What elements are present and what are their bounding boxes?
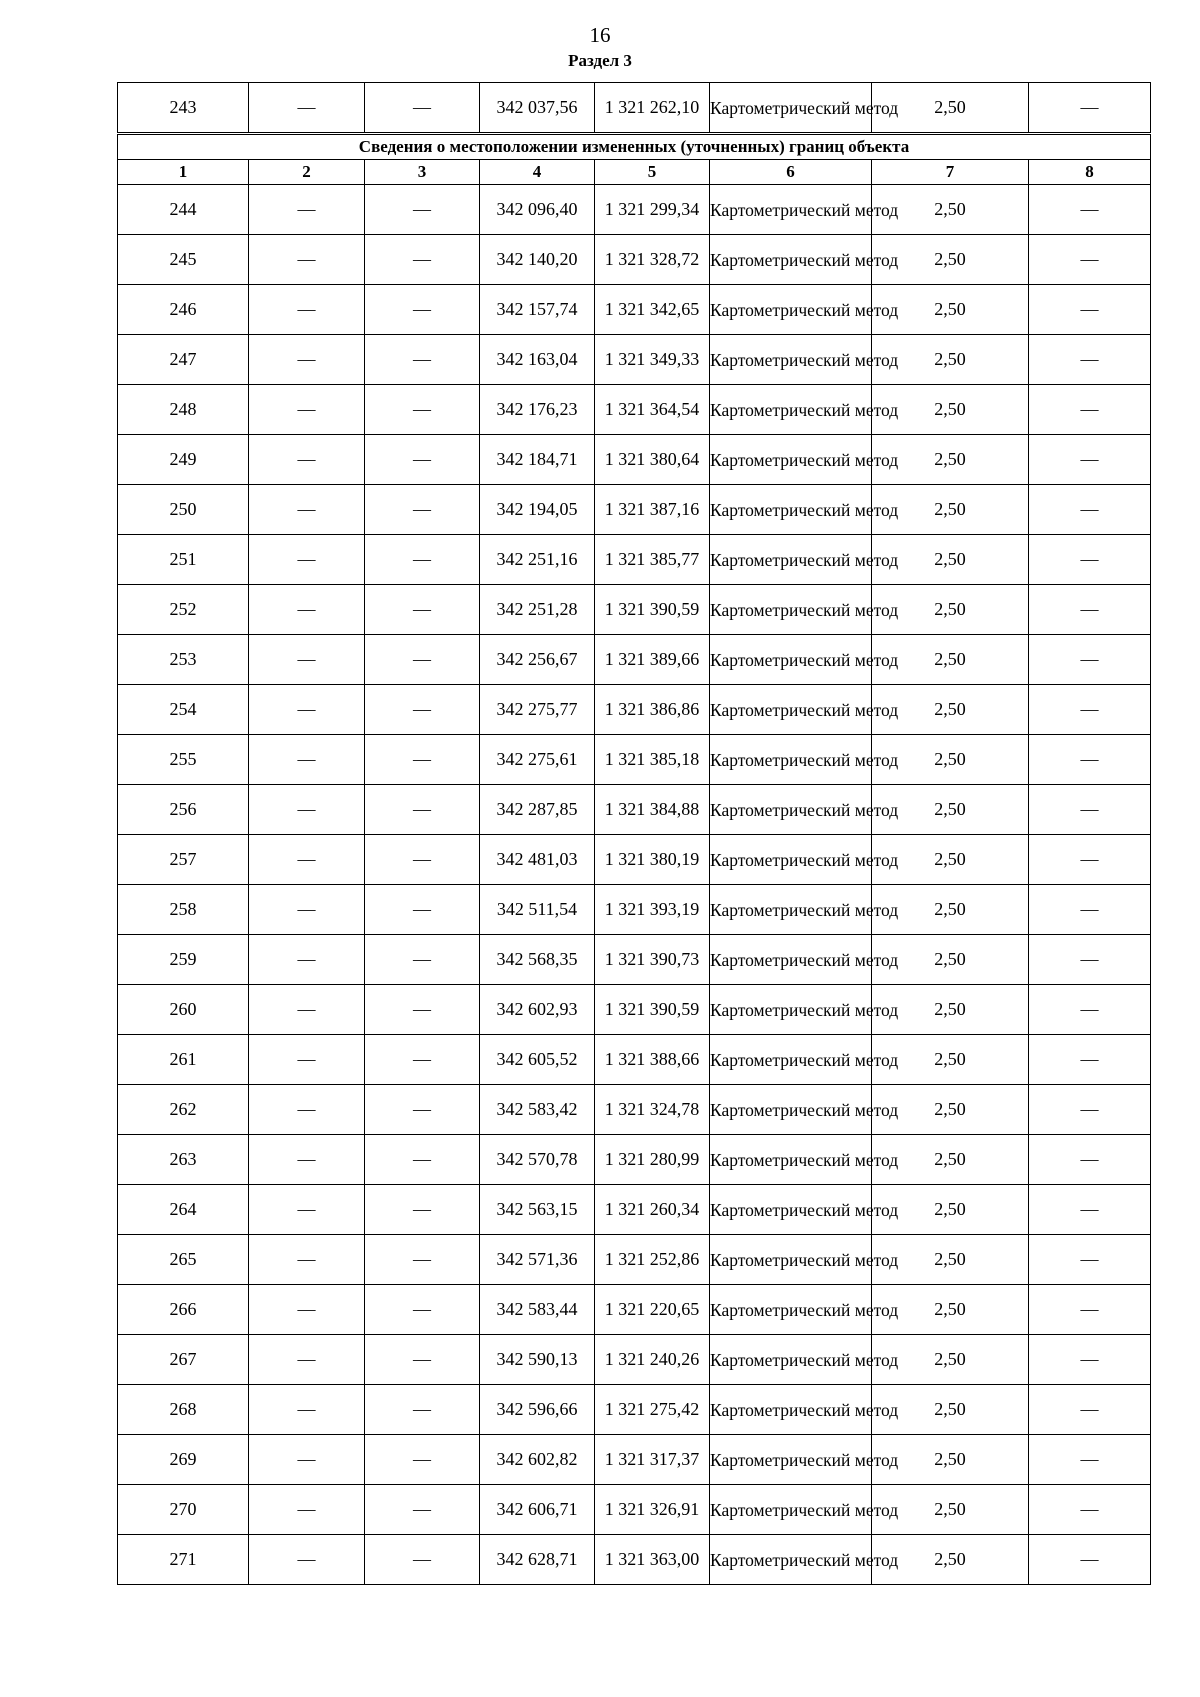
point-number-cell: 255 bbox=[118, 735, 249, 785]
y-coordinate-cell: 1 321 390,59 bbox=[595, 985, 710, 1035]
empty-cell: — bbox=[365, 1235, 480, 1285]
empty-cell: — bbox=[365, 1335, 480, 1385]
accuracy-cell: 2,50 bbox=[872, 485, 1029, 535]
empty-cell: — bbox=[249, 1135, 365, 1185]
empty-cell: — bbox=[249, 1185, 365, 1235]
empty-cell: — bbox=[365, 1135, 480, 1185]
x-coordinate-cell: 342 194,05 bbox=[480, 485, 595, 535]
x-coordinate-cell: 342 287,85 bbox=[480, 785, 595, 835]
method-cell: Картометрический метод bbox=[710, 1135, 872, 1185]
empty-cell: — bbox=[365, 385, 480, 435]
empty-cell: — bbox=[1029, 585, 1151, 635]
y-coordinate-cell: 1 321 385,18 bbox=[595, 735, 710, 785]
x-coordinate-cell: 342 596,66 bbox=[480, 1385, 595, 1435]
empty-cell: — bbox=[249, 485, 365, 535]
empty-cell: — bbox=[249, 685, 365, 735]
table-caption-row bbox=[118, 135, 1151, 160]
point-number-cell: 264 bbox=[118, 1185, 249, 1235]
section-title: Раздел 3 bbox=[568, 51, 632, 70]
empty-cell: — bbox=[365, 185, 480, 235]
x-coordinate-cell: 342 481,03 bbox=[480, 835, 595, 885]
method-cell: Картометрический метод bbox=[710, 985, 872, 1035]
empty-cell: — bbox=[365, 285, 480, 335]
empty-cell: — bbox=[365, 83, 480, 133]
column-number: 7 bbox=[872, 160, 1029, 185]
point-number-cell: 253 bbox=[118, 635, 249, 685]
empty-cell: — bbox=[365, 1535, 480, 1585]
empty-cell: — bbox=[365, 885, 480, 935]
column-number: 1 bbox=[118, 160, 249, 185]
empty-cell: — bbox=[1029, 1385, 1151, 1435]
table-row bbox=[118, 535, 1151, 585]
empty-cell: — bbox=[1029, 1535, 1151, 1585]
accuracy-cell: 2,50 bbox=[872, 385, 1029, 435]
table-row bbox=[118, 885, 1151, 935]
point-number-cell: 250 bbox=[118, 485, 249, 535]
empty-cell: — bbox=[365, 535, 480, 585]
method-cell: Картометрический метод bbox=[710, 935, 872, 985]
y-coordinate-cell: 1 321 299,34 bbox=[595, 185, 710, 235]
y-coordinate-cell: 1 321 385,77 bbox=[595, 535, 710, 585]
accuracy-cell: 2,50 bbox=[872, 685, 1029, 735]
point-number-cell: 256 bbox=[118, 785, 249, 835]
empty-cell: — bbox=[1029, 985, 1151, 1035]
empty-cell: — bbox=[365, 935, 480, 985]
accuracy-cell: 2,50 bbox=[872, 735, 1029, 785]
point-number-cell: 245 bbox=[118, 235, 249, 285]
accuracy-cell: 2,50 bbox=[872, 1185, 1029, 1235]
point-number-cell: 260 bbox=[118, 985, 249, 1035]
point-number-cell: 270 bbox=[118, 1485, 249, 1535]
point-number-cell: 257 bbox=[118, 835, 249, 885]
y-coordinate-cell: 1 321 220,65 bbox=[595, 1285, 710, 1335]
accuracy-cell: 2,50 bbox=[872, 185, 1029, 235]
x-coordinate-cell: 342 037,56 bbox=[480, 83, 595, 133]
x-coordinate-cell: 342 583,42 bbox=[480, 1085, 595, 1135]
x-coordinate-cell: 342 251,28 bbox=[480, 585, 595, 635]
method-cell: Картометрический метод bbox=[710, 485, 872, 535]
table-row bbox=[118, 1235, 1151, 1285]
point-number-cell: 258 bbox=[118, 885, 249, 935]
y-coordinate-cell: 1 321 363,00 bbox=[595, 1535, 710, 1585]
table-row bbox=[118, 285, 1151, 335]
y-coordinate-cell: 1 321 324,78 bbox=[595, 1085, 710, 1135]
boundary-coordinates-table bbox=[117, 82, 1151, 1585]
x-coordinate-cell: 342 563,15 bbox=[480, 1185, 595, 1235]
empty-cell: — bbox=[249, 635, 365, 685]
accuracy-cell: 2,50 bbox=[872, 285, 1029, 335]
column-number-row bbox=[118, 160, 1151, 185]
method-cell: Картометрический метод bbox=[710, 385, 872, 435]
y-coordinate-cell: 1 321 388,66 bbox=[595, 1035, 710, 1085]
y-coordinate-cell: 1 321 389,66 bbox=[595, 635, 710, 685]
method-cell: Картометрический метод bbox=[710, 1485, 872, 1535]
table-row bbox=[118, 585, 1151, 635]
empty-cell: — bbox=[249, 1385, 365, 1435]
empty-cell: — bbox=[1029, 1235, 1151, 1285]
y-coordinate-cell: 1 321 386,86 bbox=[595, 685, 710, 735]
method-cell: Картометрический метод bbox=[710, 735, 872, 785]
y-coordinate-cell: 1 321 384,88 bbox=[595, 785, 710, 835]
x-coordinate-cell: 342 256,67 bbox=[480, 635, 595, 685]
table-row bbox=[118, 635, 1151, 685]
y-coordinate-cell: 1 321 326,91 bbox=[595, 1485, 710, 1535]
column-number: 4 bbox=[480, 160, 595, 185]
empty-cell: — bbox=[249, 185, 365, 235]
table-row bbox=[118, 1485, 1151, 1535]
accuracy-cell: 2,50 bbox=[872, 785, 1029, 835]
y-coordinate-cell: 1 321 349,33 bbox=[595, 335, 710, 385]
empty-cell: — bbox=[365, 335, 480, 385]
point-number-cell: 271 bbox=[118, 1535, 249, 1585]
x-coordinate-cell: 342 251,16 bbox=[480, 535, 595, 585]
empty-cell: — bbox=[1029, 1485, 1151, 1535]
empty-cell: — bbox=[1029, 935, 1151, 985]
empty-cell: — bbox=[249, 83, 365, 133]
x-coordinate-cell: 342 140,20 bbox=[480, 235, 595, 285]
table-row bbox=[118, 385, 1151, 435]
method-cell: Картометрический метод bbox=[710, 1435, 872, 1485]
empty-cell: — bbox=[365, 1085, 480, 1135]
method-cell: Картометрический метод bbox=[710, 785, 872, 835]
method-cell: Картометрический метод bbox=[710, 1335, 872, 1385]
method-cell: Картометрический метод bbox=[710, 1285, 872, 1335]
accuracy-cell: 2,50 bbox=[872, 1385, 1029, 1435]
accuracy-cell: 2,50 bbox=[872, 235, 1029, 285]
empty-cell: — bbox=[1029, 1035, 1151, 1085]
x-coordinate-cell: 342 176,23 bbox=[480, 385, 595, 435]
x-coordinate-cell: 342 275,77 bbox=[480, 685, 595, 735]
empty-cell: — bbox=[249, 285, 365, 335]
x-coordinate-cell: 342 605,52 bbox=[480, 1035, 595, 1085]
empty-cell: — bbox=[249, 1085, 365, 1135]
accuracy-cell: 2,50 bbox=[872, 835, 1029, 885]
empty-cell: — bbox=[365, 1385, 480, 1435]
table-row bbox=[118, 685, 1151, 735]
point-number-cell: 246 bbox=[118, 285, 249, 335]
point-number-cell: 259 bbox=[118, 935, 249, 985]
point-number-cell: 261 bbox=[118, 1035, 249, 1085]
empty-cell: — bbox=[1029, 1185, 1151, 1235]
point-number-cell: 262 bbox=[118, 1085, 249, 1135]
x-coordinate-cell: 342 184,71 bbox=[480, 435, 595, 485]
accuracy-cell: 2,50 bbox=[872, 1035, 1029, 1085]
x-coordinate-cell: 342 583,44 bbox=[480, 1285, 595, 1335]
y-coordinate-cell: 1 321 317,37 bbox=[595, 1435, 710, 1485]
method-cell: Картометрический метод bbox=[710, 435, 872, 485]
empty-cell: — bbox=[1029, 285, 1151, 335]
accuracy-cell: 2,50 bbox=[872, 1285, 1029, 1335]
table-row bbox=[118, 935, 1151, 985]
table-row bbox=[118, 1035, 1151, 1085]
y-coordinate-cell: 1 321 390,73 bbox=[595, 935, 710, 985]
y-coordinate-cell: 1 321 275,42 bbox=[595, 1385, 710, 1435]
empty-cell: — bbox=[1029, 83, 1151, 133]
x-coordinate-cell: 342 163,04 bbox=[480, 335, 595, 385]
point-number-cell: 268 bbox=[118, 1385, 249, 1435]
empty-cell: — bbox=[365, 1485, 480, 1535]
empty-cell: — bbox=[1029, 835, 1151, 885]
x-coordinate-cell: 342 571,36 bbox=[480, 1235, 595, 1285]
table-row bbox=[118, 1285, 1151, 1335]
x-coordinate-cell: 342 628,71 bbox=[480, 1535, 595, 1585]
accuracy-cell: 2,50 bbox=[872, 1235, 1029, 1285]
empty-cell: — bbox=[1029, 1135, 1151, 1185]
method-cell: Картометрический метод bbox=[710, 635, 872, 685]
method-cell: Картометрический метод bbox=[710, 1535, 872, 1585]
empty-cell: — bbox=[249, 935, 365, 985]
x-coordinate-cell: 342 096,40 bbox=[480, 185, 595, 235]
accuracy-cell: 2,50 bbox=[872, 585, 1029, 635]
empty-cell: — bbox=[249, 1535, 365, 1585]
empty-cell: — bbox=[365, 635, 480, 685]
empty-cell: — bbox=[365, 685, 480, 735]
empty-cell: — bbox=[1029, 1285, 1151, 1335]
table-row bbox=[118, 435, 1151, 485]
x-coordinate-cell: 342 606,71 bbox=[480, 1485, 595, 1535]
method-cell: Картометрический метод bbox=[710, 685, 872, 735]
y-coordinate-cell: 1 321 342,65 bbox=[595, 285, 710, 335]
empty-cell: — bbox=[249, 1485, 365, 1535]
method-cell: Картометрический метод bbox=[710, 535, 872, 585]
empty-cell: — bbox=[249, 1235, 365, 1285]
point-number-cell: 254 bbox=[118, 685, 249, 735]
accuracy-cell: 2,50 bbox=[872, 1085, 1029, 1135]
empty-cell: — bbox=[365, 735, 480, 785]
table-row bbox=[118, 235, 1151, 285]
empty-cell: — bbox=[365, 1185, 480, 1235]
point-number-cell: 267 bbox=[118, 1335, 249, 1385]
accuracy-cell: 2,50 bbox=[872, 1485, 1029, 1535]
empty-cell: — bbox=[1029, 735, 1151, 785]
method-cell: Картометрический метод bbox=[710, 1185, 872, 1235]
empty-cell: — bbox=[249, 535, 365, 585]
method-cell: Картометрический метод bbox=[710, 185, 872, 235]
empty-cell: — bbox=[1029, 1085, 1151, 1135]
x-coordinate-cell: 342 590,13 bbox=[480, 1335, 595, 1385]
empty-cell: — bbox=[365, 1435, 480, 1485]
empty-cell: — bbox=[365, 585, 480, 635]
y-coordinate-cell: 1 321 390,59 bbox=[595, 585, 710, 635]
x-coordinate-cell: 342 602,82 bbox=[480, 1435, 595, 1485]
y-coordinate-cell: 1 321 387,16 bbox=[595, 485, 710, 535]
empty-cell: — bbox=[365, 1285, 480, 1335]
empty-cell: — bbox=[249, 1035, 365, 1085]
empty-cell: — bbox=[1029, 385, 1151, 435]
x-coordinate-cell: 342 568,35 bbox=[480, 935, 595, 985]
table-row bbox=[118, 1185, 1151, 1235]
empty-cell: — bbox=[365, 235, 480, 285]
y-coordinate-cell: 1 321 252,86 bbox=[595, 1235, 710, 1285]
x-coordinate-cell: 342 570,78 bbox=[480, 1135, 595, 1185]
point-number-cell: 243 bbox=[118, 83, 249, 133]
method-cell: Картометрический метод bbox=[710, 235, 872, 285]
accuracy-cell: 2,50 bbox=[872, 335, 1029, 385]
table-row bbox=[118, 1135, 1151, 1185]
empty-cell: — bbox=[249, 985, 365, 1035]
y-coordinate-cell: 1 321 364,54 bbox=[595, 385, 710, 435]
y-coordinate-cell: 1 321 240,26 bbox=[595, 1335, 710, 1385]
method-cell: Картометрический метод bbox=[710, 1085, 872, 1135]
table-row bbox=[118, 1535, 1151, 1585]
y-coordinate-cell: 1 321 380,19 bbox=[595, 835, 710, 885]
empty-cell: — bbox=[1029, 235, 1151, 285]
empty-cell: — bbox=[1029, 1335, 1151, 1385]
point-number-cell: 263 bbox=[118, 1135, 249, 1185]
empty-cell: — bbox=[249, 235, 365, 285]
empty-cell: — bbox=[249, 1435, 365, 1485]
table-row bbox=[118, 835, 1151, 885]
accuracy-cell: 2,50 bbox=[872, 1535, 1029, 1585]
empty-cell: — bbox=[365, 785, 480, 835]
empty-cell: — bbox=[1029, 685, 1151, 735]
empty-cell: — bbox=[1029, 485, 1151, 535]
accuracy-cell: 2,50 bbox=[872, 935, 1029, 985]
x-coordinate-cell: 342 511,54 bbox=[480, 885, 595, 935]
point-number-cell: 248 bbox=[118, 385, 249, 435]
table-row bbox=[118, 83, 1151, 133]
column-number: 8 bbox=[1029, 160, 1151, 185]
table-row bbox=[118, 785, 1151, 835]
empty-cell: — bbox=[249, 785, 365, 835]
empty-cell: — bbox=[1029, 335, 1151, 385]
point-number-cell: 265 bbox=[118, 1235, 249, 1285]
empty-cell: — bbox=[365, 985, 480, 1035]
y-coordinate-cell: 1 321 260,34 bbox=[595, 1185, 710, 1235]
empty-cell: — bbox=[249, 835, 365, 885]
y-coordinate-cell: 1 321 393,19 bbox=[595, 885, 710, 935]
accuracy-cell: 2,50 bbox=[872, 985, 1029, 1035]
table-row bbox=[118, 185, 1151, 235]
table-row bbox=[118, 1085, 1151, 1135]
table-row bbox=[118, 1435, 1151, 1485]
column-number: 6 bbox=[710, 160, 872, 185]
method-cell: Картометрический метод bbox=[710, 1385, 872, 1435]
method-cell: Картометрический метод bbox=[710, 335, 872, 385]
empty-cell: — bbox=[1029, 635, 1151, 685]
method-cell: Картометрический метод bbox=[710, 585, 872, 635]
method-cell: Картометрический метод bbox=[710, 885, 872, 935]
point-number-cell: 266 bbox=[118, 1285, 249, 1335]
empty-cell: — bbox=[365, 835, 480, 885]
empty-cell: — bbox=[249, 1285, 365, 1335]
accuracy-cell: 2,50 bbox=[872, 83, 1029, 133]
accuracy-cell: 2,50 bbox=[872, 1335, 1029, 1385]
point-number-cell: 252 bbox=[118, 585, 249, 635]
method-cell: Картометрический метод bbox=[710, 83, 872, 133]
table-row bbox=[118, 1335, 1151, 1385]
empty-cell: — bbox=[249, 735, 365, 785]
y-coordinate-cell: 1 321 262,10 bbox=[595, 83, 710, 133]
accuracy-cell: 2,50 bbox=[872, 635, 1029, 685]
empty-cell: — bbox=[1029, 1435, 1151, 1485]
point-number-cell: 244 bbox=[118, 185, 249, 235]
accuracy-cell: 2,50 bbox=[872, 435, 1029, 485]
empty-cell: — bbox=[1029, 535, 1151, 585]
empty-cell: — bbox=[1029, 185, 1151, 235]
method-cell: Картометрический метод bbox=[710, 285, 872, 335]
accuracy-cell: 2,50 bbox=[872, 885, 1029, 935]
column-number: 3 bbox=[365, 160, 480, 185]
table-row bbox=[118, 485, 1151, 535]
page-number: 16 bbox=[589, 23, 611, 47]
empty-cell: — bbox=[249, 335, 365, 385]
table-row bbox=[118, 985, 1151, 1035]
method-cell: Картометрический метод bbox=[710, 1235, 872, 1285]
column-number: 2 bbox=[249, 160, 365, 185]
method-cell: Картометрический метод bbox=[710, 835, 872, 885]
empty-cell: — bbox=[249, 1335, 365, 1385]
x-coordinate-cell: 342 157,74 bbox=[480, 285, 595, 335]
empty-cell: — bbox=[249, 385, 365, 435]
empty-cell: — bbox=[1029, 785, 1151, 835]
y-coordinate-cell: 1 321 280,99 bbox=[595, 1135, 710, 1185]
y-coordinate-cell: 1 321 380,64 bbox=[595, 435, 710, 485]
point-number-cell: 251 bbox=[118, 535, 249, 585]
point-number-cell: 269 bbox=[118, 1435, 249, 1485]
table-row bbox=[118, 735, 1151, 785]
accuracy-cell: 2,50 bbox=[872, 535, 1029, 585]
x-coordinate-cell: 342 602,93 bbox=[480, 985, 595, 1035]
table-caption: Сведения о местоположении измененных (уточненных) границ объекта bbox=[118, 135, 1151, 160]
column-number: 5 bbox=[595, 160, 710, 185]
empty-cell: — bbox=[365, 1035, 480, 1085]
empty-cell: — bbox=[1029, 435, 1151, 485]
point-number-cell: 247 bbox=[118, 335, 249, 385]
empty-cell: — bbox=[249, 585, 365, 635]
y-coordinate-cell: 1 321 328,72 bbox=[595, 235, 710, 285]
empty-cell: — bbox=[249, 885, 365, 935]
empty-cell: — bbox=[1029, 885, 1151, 935]
accuracy-cell: 2,50 bbox=[872, 1135, 1029, 1185]
accuracy-cell: 2,50 bbox=[872, 1435, 1029, 1485]
method-cell: Картометрический метод bbox=[710, 1035, 872, 1085]
empty-cell: — bbox=[365, 435, 480, 485]
empty-cell: — bbox=[249, 435, 365, 485]
point-number-cell: 249 bbox=[118, 435, 249, 485]
x-coordinate-cell: 342 275,61 bbox=[480, 735, 595, 785]
table-row bbox=[118, 1385, 1151, 1435]
table-row bbox=[118, 335, 1151, 385]
empty-cell: — bbox=[365, 485, 480, 535]
